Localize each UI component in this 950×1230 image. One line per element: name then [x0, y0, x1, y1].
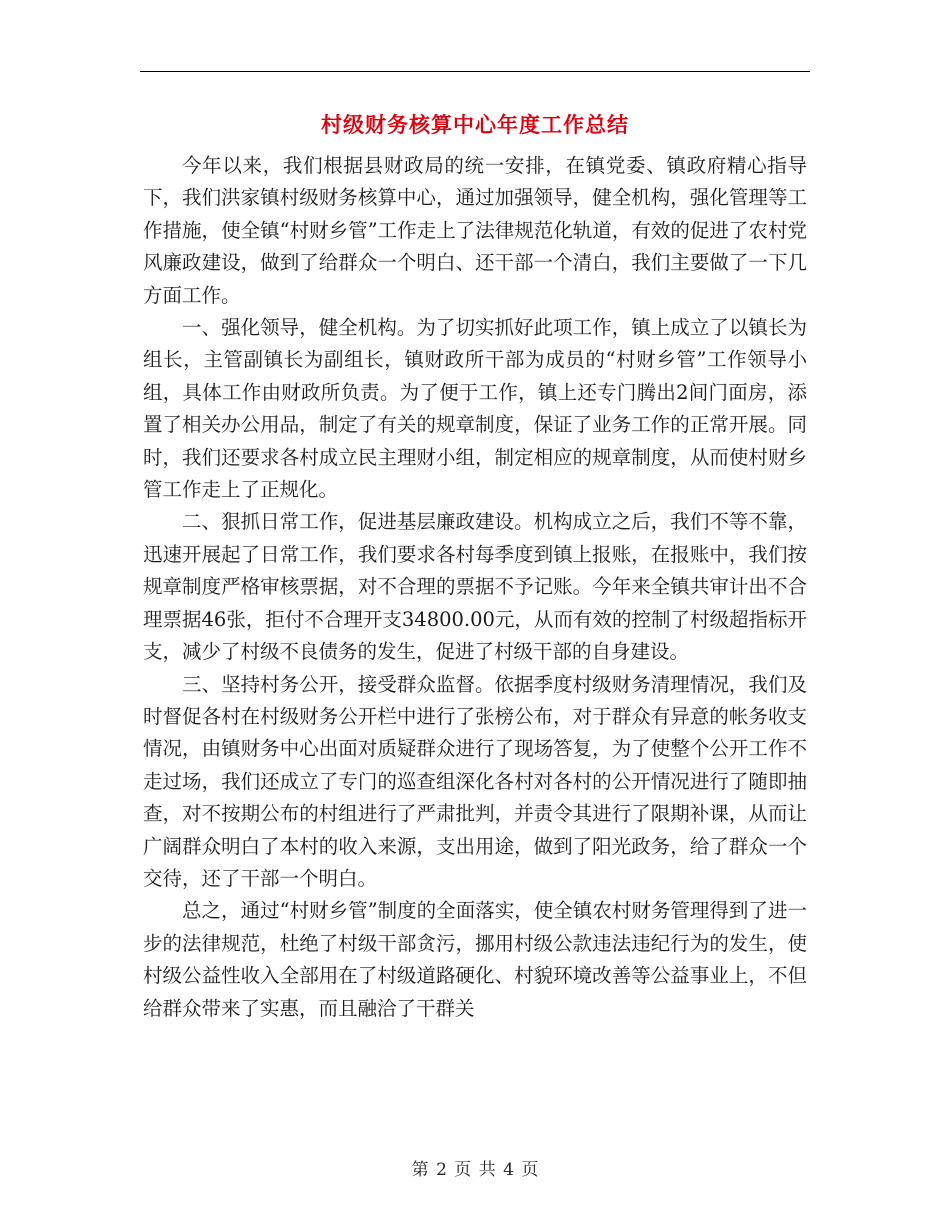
document-body	[143, 150, 807, 1025]
page-number-footer: 第 2 页 共 4 页	[411, 1160, 539, 1180]
document-title: 村级财务核算中心年度工作总结	[321, 113, 629, 137]
paragraph-section-3: 三、坚持村务公开，接受群众监督。依据季度村级财务清理情况，我们及时督促各村在村级财务公开栏中进行了张榜公布，对于群众有异意的帐务收支情况，由镇财务中心出面对质疑群众进行了现场答复，为了使整个公开工作不走过场，我们还成立了专门的巡查组深化各村对各村的公开情况进行了随即抽查，对不按期公布的村组进行了严肃批判，并责令其进行了限期补课，从而让广阔群众明白了本村的收入来源，支出用途，做到了阳光政务，给了群众一个交待，还了干部一个明白。	[143, 672, 807, 890]
paragraph-section-2: 二、狠抓日常工作，促进基层廉政建设。机构成立之后，我们不等不靠，迅速开展起了日常工作，我们要求各村每季度到镇上报账，在报账中，我们按规章制度严格审核票据，对不合理的票据不予记账。今年来全镇共审计出不合理票据46张，拒付不合理开支34800.00元，从而有效的控制了村级超指标开支，减少了村级不良债务的发生，促进了村级干部的自身建设。	[143, 510, 807, 664]
paragraph-section-1: 一、强化领导，健全机构。为了切实抓好此项工作，镇上成立了以镇长为组长，主管副镇长为副组长，镇财政所干部为成员的“村财乡管”工作领导小组，具体工作由财政所负责。为了便于工作，镇上还专门腾出2间门面房，添置了相关办公用品，制定了有关的规章制度，保证了业务工作的正常开展。同时，我们还要求各村成立民主理财小组，制定相应的规章制度，从而使村财乡管工作走上了正规化。	[143, 316, 807, 502]
header-rule	[140, 71, 810, 72]
paragraph-summary: 总之，通过“村财乡管”制度的全面落实，使全镇农村财务管理得到了进一步的法律规范，杜绝了村级干部贪污，挪用村级公款违法违纪行为的发生，使村级公益性收入全部用在了村级道路硬化、村貌环境改善等公益事业上，不但给群众带来了实惠，而且融洽了干群关	[143, 899, 807, 1020]
paragraph-intro: 今年以来，我们根据县财政局的统一安排，在镇党委、镇政府精心指导下，我们洪家镇村级财务核算中心，通过加强领导，健全机构，强化管理等工作措施，使全镇“村财乡管”工作走上了法律规范化轨道，有效的促进了农村党风廉政建设，做到了给群众一个明白、还干部一个清白，我们主要做了一下几方面工作。	[143, 154, 807, 307]
